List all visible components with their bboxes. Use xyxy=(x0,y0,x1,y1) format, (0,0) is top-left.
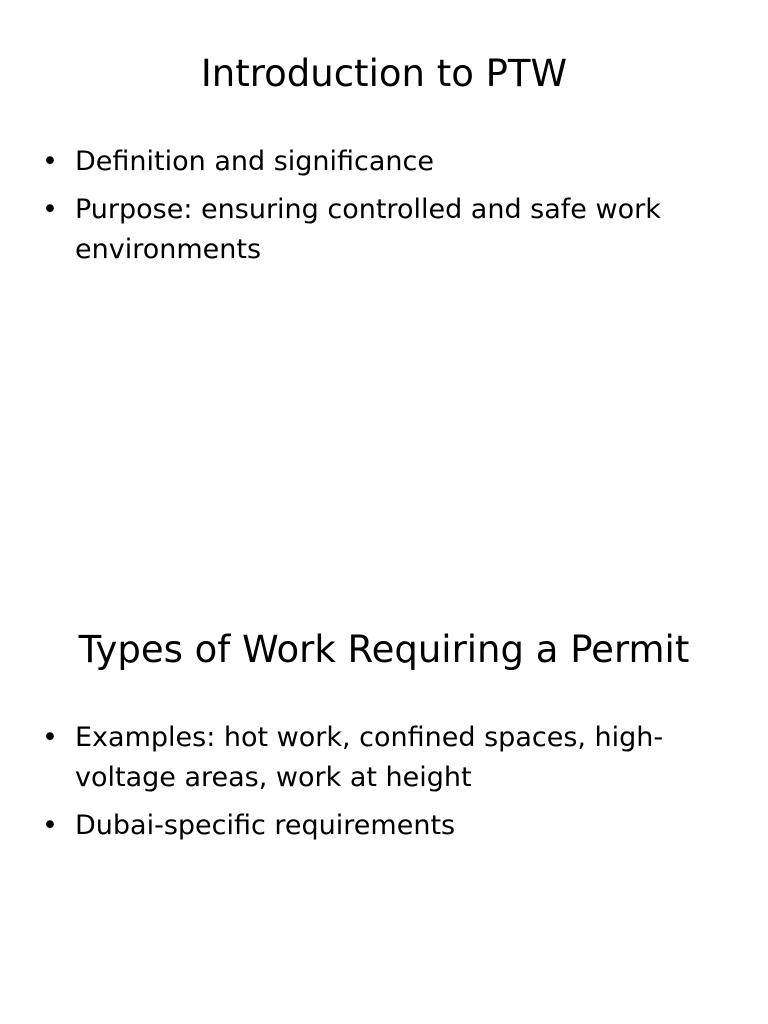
slide-title: Types of Work Requiring a Permit xyxy=(78,628,690,671)
bullet-text: Definition and significance xyxy=(75,146,434,177)
bullet-list xyxy=(42,142,702,278)
bullet-marker: • xyxy=(42,722,58,753)
bullet-item xyxy=(42,718,702,798)
bullet-item xyxy=(42,190,702,270)
slide-types-of-work xyxy=(0,576,768,1024)
bullet-text: Examples: hot work, confined spaces, high-voltage areas, work at height xyxy=(75,722,664,793)
bullet-list xyxy=(42,718,702,854)
bullet-item xyxy=(42,142,702,182)
bullet-marker: • xyxy=(42,810,58,841)
bullet-marker: • xyxy=(42,146,58,177)
slide-title: Introduction to PTW xyxy=(200,52,568,95)
bullet-text: Purpose: ensuring controlled and safe work environments xyxy=(75,194,661,265)
bullet-marker: • xyxy=(42,194,58,225)
bullet-item xyxy=(42,806,702,846)
bullet-text: Dubai-specific requirements xyxy=(75,810,456,841)
